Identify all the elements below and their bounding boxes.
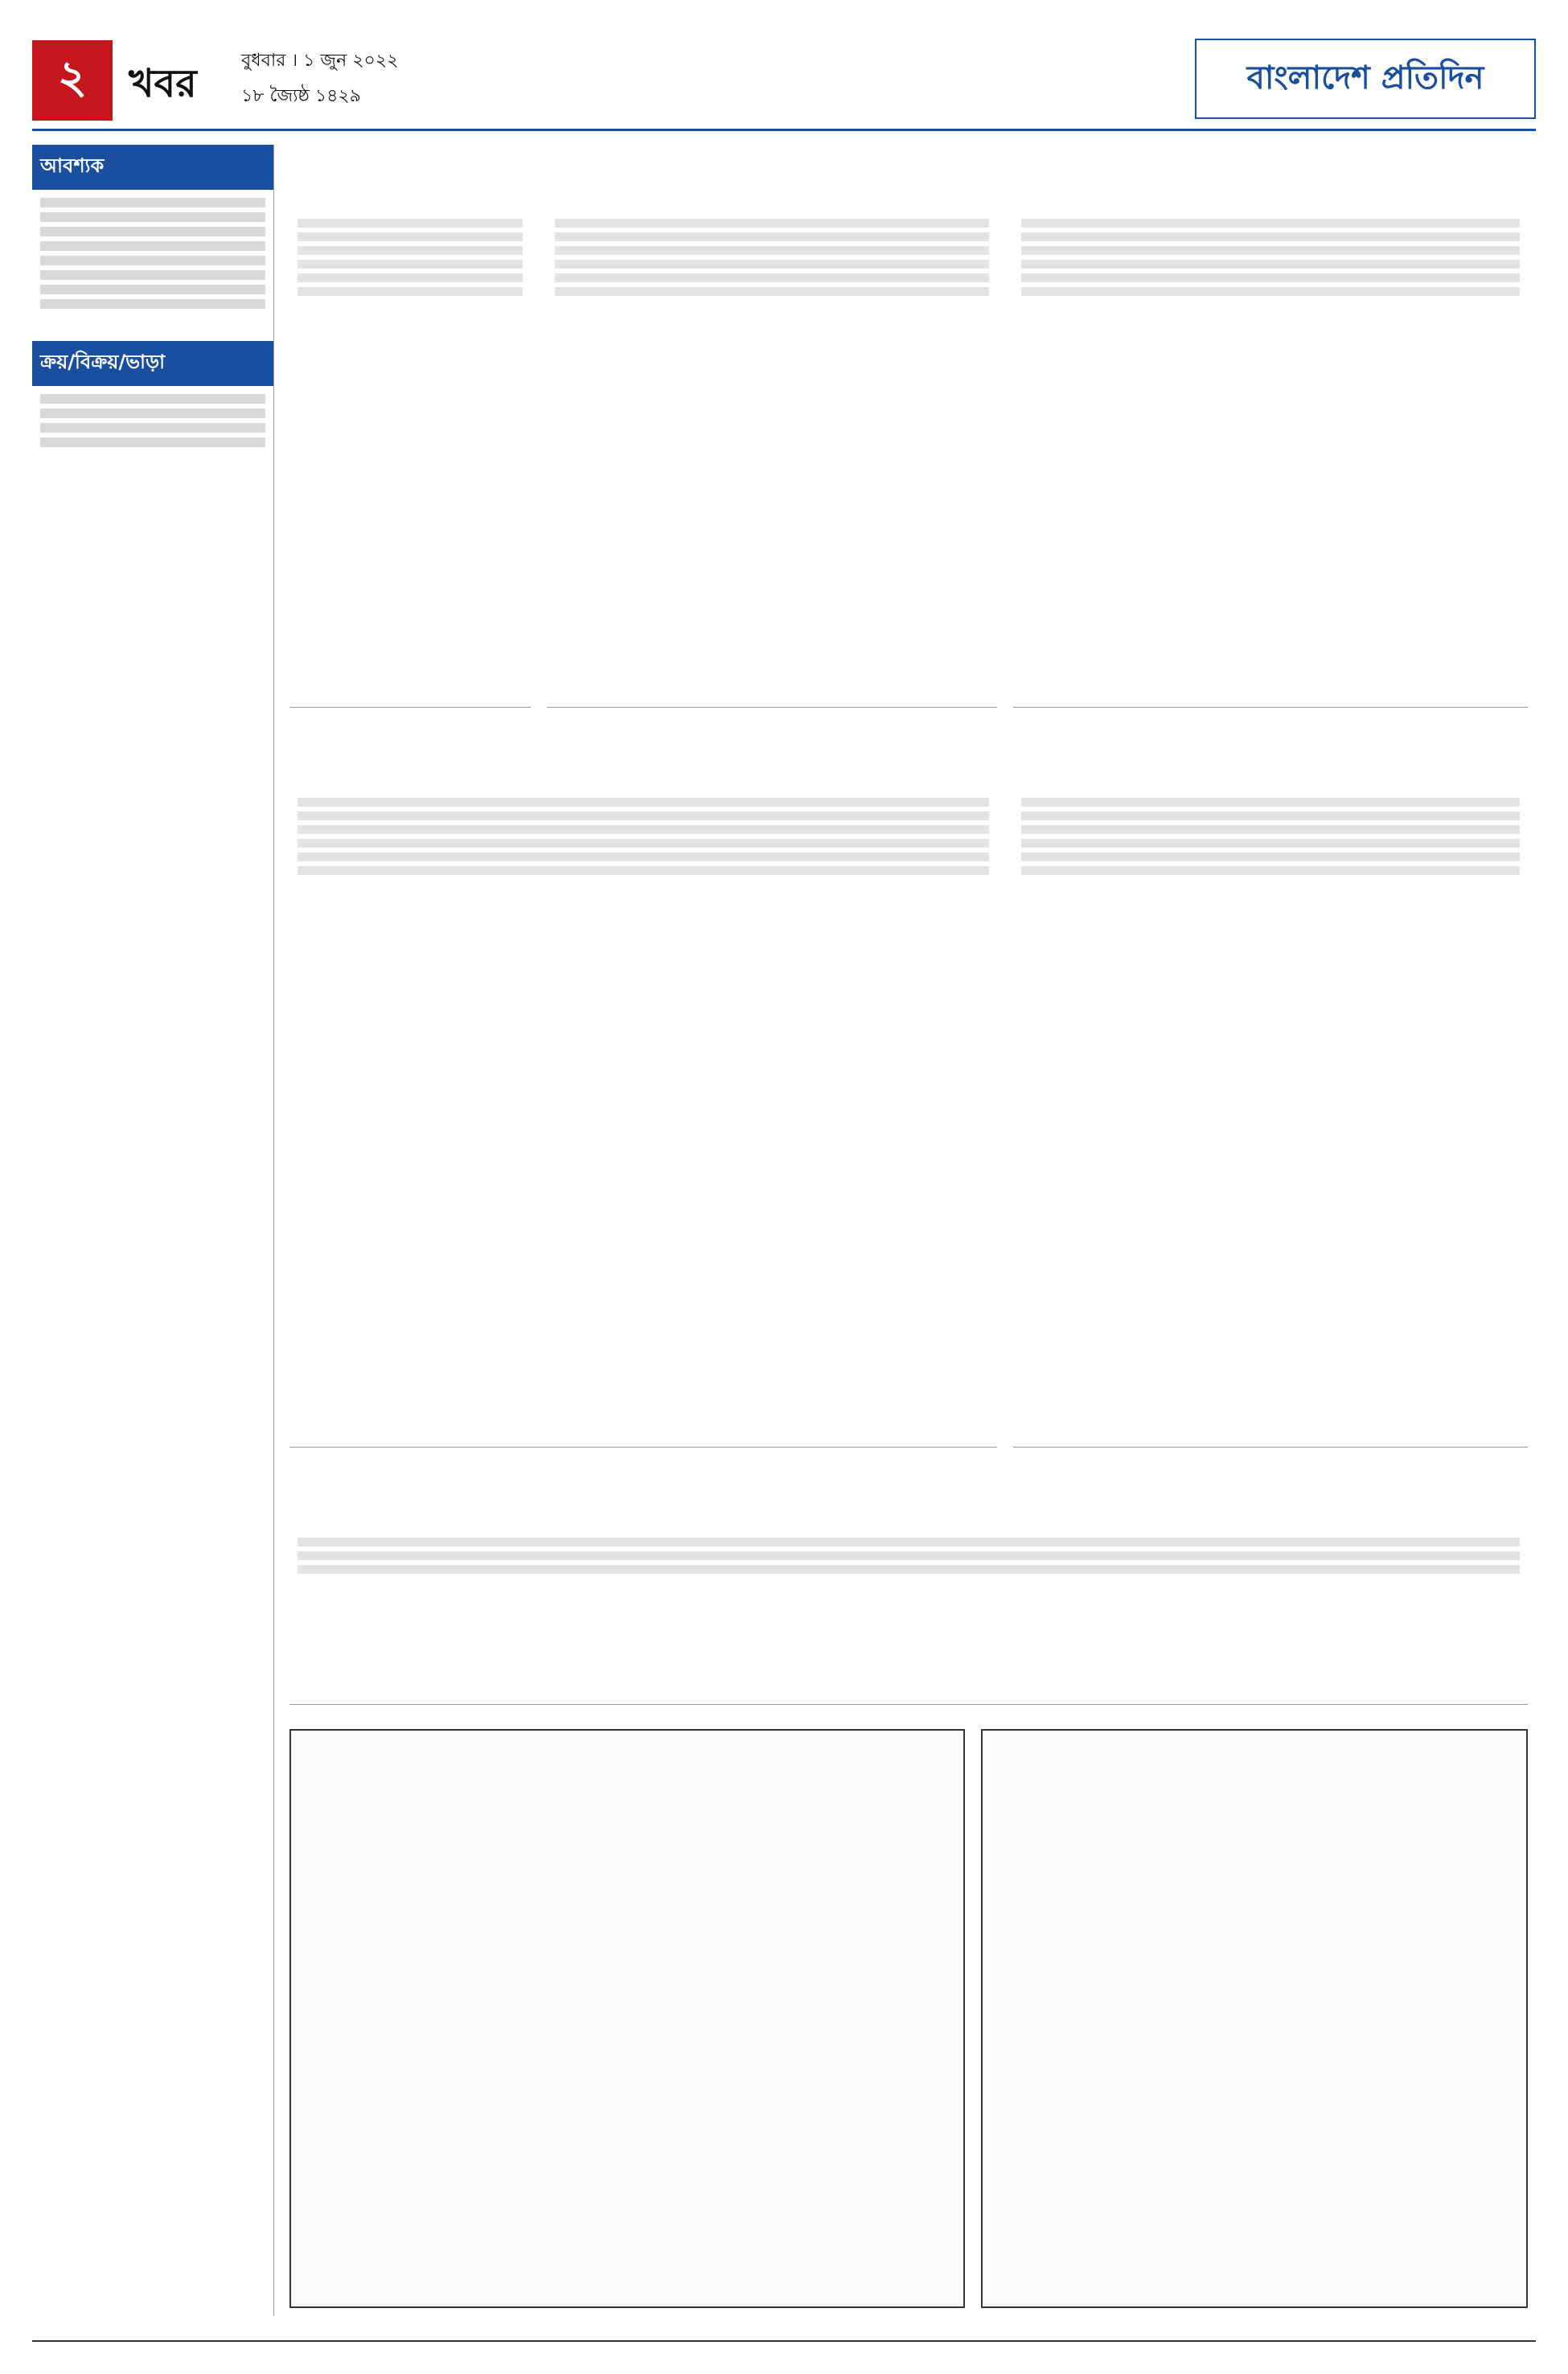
section-title: খবর (129, 61, 197, 106)
text-placeholder (40, 409, 265, 418)
article (1013, 724, 1528, 1448)
article-headline (1021, 732, 1520, 767)
text-placeholder (40, 227, 265, 236)
ad-title (291, 1731, 963, 1782)
article-byline (298, 772, 989, 790)
article (1013, 145, 1528, 708)
bangla-date-line: ১৮ জ্যৈষ্ঠ ১৪২৯ (241, 86, 361, 106)
classified-column (32, 145, 274, 2316)
text-placeholder (40, 299, 265, 309)
newspaper-logo: বাংলাদেশ প্রতিদিন (1195, 39, 1536, 119)
page-number: ২ (32, 40, 113, 121)
article-byline (555, 193, 989, 211)
article (289, 145, 531, 708)
text-placeholder (40, 394, 265, 404)
ad-title (983, 1731, 1526, 1782)
article-byline (298, 1512, 1520, 1530)
date-line: বুধবার । ১ জুন ২০২২ (241, 51, 399, 71)
text-placeholder (40, 212, 265, 222)
text-placeholder (40, 423, 265, 433)
article-byline (1021, 772, 1520, 790)
text-placeholder (40, 285, 265, 294)
text-placeholder (40, 256, 265, 265)
text-placeholder (40, 437, 265, 447)
text-placeholder (40, 270, 265, 280)
article-headline (298, 153, 523, 188)
article-headline (298, 1472, 1520, 1507)
classified-heading-2: ক্রয়/বিক্রয়/ভাড়া (32, 341, 273, 386)
advertisement (981, 1729, 1528, 2308)
article (289, 1464, 1528, 1705)
footer-rule (32, 2340, 1536, 2342)
text-placeholder (40, 198, 265, 207)
article-byline (298, 193, 523, 211)
masthead (32, 24, 1536, 131)
text-placeholder (40, 241, 265, 251)
advertisement (289, 1729, 965, 2308)
article-headline (1021, 153, 1520, 188)
article-headline (555, 153, 989, 188)
article (289, 724, 997, 1448)
article-byline (1021, 193, 1520, 211)
classified-heading: আবশ্যক (32, 145, 273, 190)
article-headline (298, 732, 989, 767)
article (547, 145, 997, 708)
